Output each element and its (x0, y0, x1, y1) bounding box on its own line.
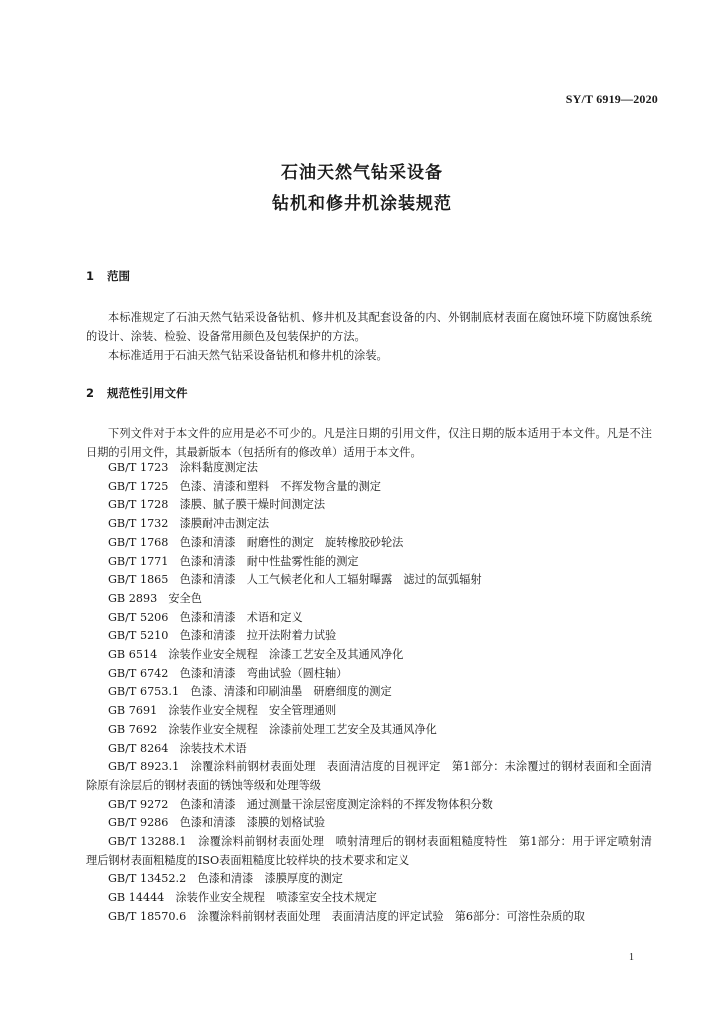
reference-item: GB/T 8264 涂装技术术语 (108, 741, 247, 755)
standard-code: SY/T 6919—2020 (565, 92, 658, 106)
reference-item: GB/T 1728 漆膜、腻子膜干燥时间测定法 (108, 498, 326, 512)
section-2-title: 规范性引用文件 (107, 386, 188, 400)
reference-list (86, 459, 652, 927)
section-1-paragraph: 本标准适用于石油天然气钻采设备钻机和修井机的涂装。 (108, 349, 388, 362)
reference-item: GB/T 1768 色漆和清漆 耐磨性的测定 旋转橡胶砂轮法 (108, 535, 404, 549)
reference-item: GB 14444 涂装作业安全规程 喷漆室安全技术规定 (108, 891, 377, 905)
reference-item: GB/T 9286 色漆和清漆 漆膜的划格试验 (108, 816, 326, 830)
reference-item: GB/T 5210 色漆和清漆 拉开法附着力试验 (108, 629, 337, 643)
reference-item: GB/T 6742 色漆和清漆 弯曲试验（圆柱轴） (108, 666, 348, 680)
section-1-number: 1 (86, 269, 95, 283)
section-1-paragraph: 本标准规定了石油天然气钻采设备钻机、修井机及其配套设备的内、外钢制底材表面在腐蚀环境下防腐蚀系统的设计、涂装、检验、设备常用颜色及包装保护的方法。 (86, 311, 652, 343)
reference-item: GB 2893 安全色 (108, 591, 202, 605)
reference-item: GB/T 6753.1 色漆、清漆和印刷油墨 研磨细度的测定 (108, 685, 392, 699)
document-title-line-1: 石油天然气钻采设备 (281, 163, 443, 183)
page-number: 1 (629, 952, 634, 963)
reference-item: GB/T 9272 色漆和清漆 通过测量干涂层密度测定涂料的不挥发物体积分数 (108, 797, 493, 811)
section-1-heading (86, 268, 130, 284)
reference-item: GB/T 1771 色漆和清漆 耐中性盐雾性能的测定 (108, 554, 359, 568)
reference-item: GB/T 1723 涂料黏度测定法 (108, 461, 258, 474)
reference-item: GB/T 13288.1 涂覆涂料前钢材表面处理 喷射清理后的钢材表面粗糙度特性 第1部分：用于评定喷射清理后钢材表面粗糙度的ISO表面粗糙度比较样块的技术要求和定义 (86, 835, 652, 867)
document-title-line-2: 钻机和修井机涂装规范 (272, 194, 452, 214)
reference-item: GB/T 5206 色漆和清漆 术语和定义 (108, 610, 303, 624)
section-1-title: 范围 (107, 269, 131, 283)
reference-item: GB 7691 涂装作业安全规程 安全管理通则 (108, 704, 337, 718)
section-2-number: 2 (86, 386, 95, 400)
reference-item: GB/T 13452.2 色漆和清漆 漆膜厚度的测定 (108, 872, 343, 886)
reference-item: GB 7692 涂装作业安全规程 涂漆前处理工艺安全及其通风净化 (108, 722, 437, 736)
reference-item: GB 6514 涂装作业安全规程 涂漆工艺安全及其通风净化 (108, 648, 404, 662)
section-2-heading (86, 385, 188, 401)
reference-item: GB/T 1725 色漆、清漆和塑料 不挥发物含量的测定 (108, 479, 381, 493)
section-2-intro: 下列文件对于本文件的应用是必不可少的。凡是注日期的引用文件，仅注日期的版本适用于本文件。凡是不注日期的引用文件，其最新版本（包括所有的修改单）适用于本文件。 (86, 427, 652, 459)
reference-item: GB/T 1732 漆膜耐冲击测定法 (108, 517, 270, 531)
reference-item: GB/T 1865 色漆和清漆 人工气候老化和人工辐射曝露 滤过的氙弧辐射 (108, 573, 482, 587)
reference-item: GB/T 18570.6 涂覆涂料前钢材表面处理 表面清洁度的评定试验 第6部分：可溶性杂质的取 (108, 909, 585, 923)
reference-item: GB/T 8923.1 涂覆涂料前钢材表面处理 表面清洁度的目视评定 第1部分：未涂覆过的钢材表面和全面清除原有涂层后的钢材表面的锈蚀等级和处理等级 (86, 760, 652, 792)
